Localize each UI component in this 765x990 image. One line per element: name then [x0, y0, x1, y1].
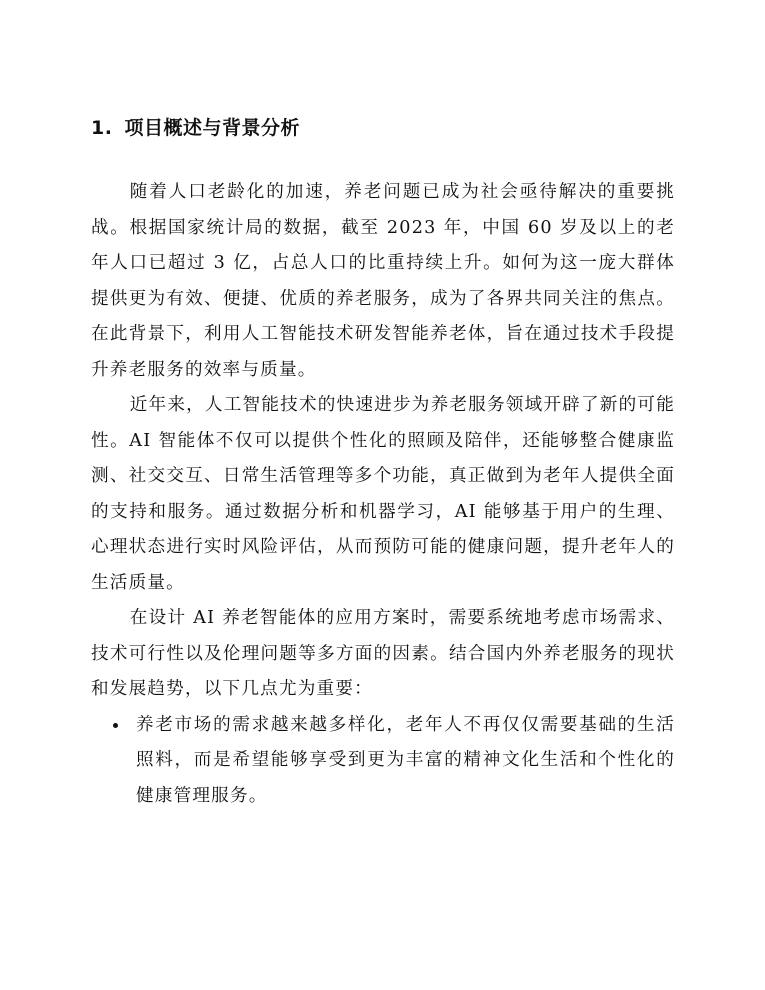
section-heading: [91, 116, 300, 140]
section-title: 项目概述与背景分析: [124, 117, 300, 139]
bullet-item: [91, 708, 675, 815]
bullet-list: [91, 708, 675, 815]
bullet-icon: [113, 723, 118, 728]
section-body: [91, 175, 675, 814]
bullet-text: 养老市场的需求越来越多样化，老年人不再仅仅需要基础的生活照料，而是希望能够享受到更为丰富的精神文化生活和个性化的健康管理服务。: [136, 714, 675, 806]
paragraph: 随着人口老龄化的加速，养老问题已成为社会亟待解决的重要挑战。根据国家统计局的数据，截至 2023 年，中国 60 岁及以上的老年人口已超过 3 亿，占总人口的比重持续上升。如何为这一庞大群体提供更为有效、便捷、优质的养老服务，成为了各界共同关注的焦点。在此背景下，利用人工智能技术研发智能养老体，旨在通过技术手段提升养老服务的效率与质量。: [91, 182, 675, 380]
paragraph: 在设计 AI 养老智能体的应用方案时，需要系统地考虑市场需求、技术可行性以及伦理问题等多方面的因素。结合国内外养老服务的现状和发展趋势，以下几点尤为重要：: [91, 608, 675, 699]
paragraph: 近年来，人工智能技术的快速进步为养老服务领域开辟了新的可能性。AI 智能体不仅可以提供个性化的照顾及陪伴，还能够整合健康监测、社交交互、日常生活管理等多个功能，真正做到为老年人提供全面的支持和服务。通过数据分析和机器学习，AI 能够基于用户的生理、心理状态进行实时风险评估，从而预防可能的健康问题，提升老年人的生活质量。: [91, 395, 675, 593]
section-number: 1.: [91, 117, 113, 139]
